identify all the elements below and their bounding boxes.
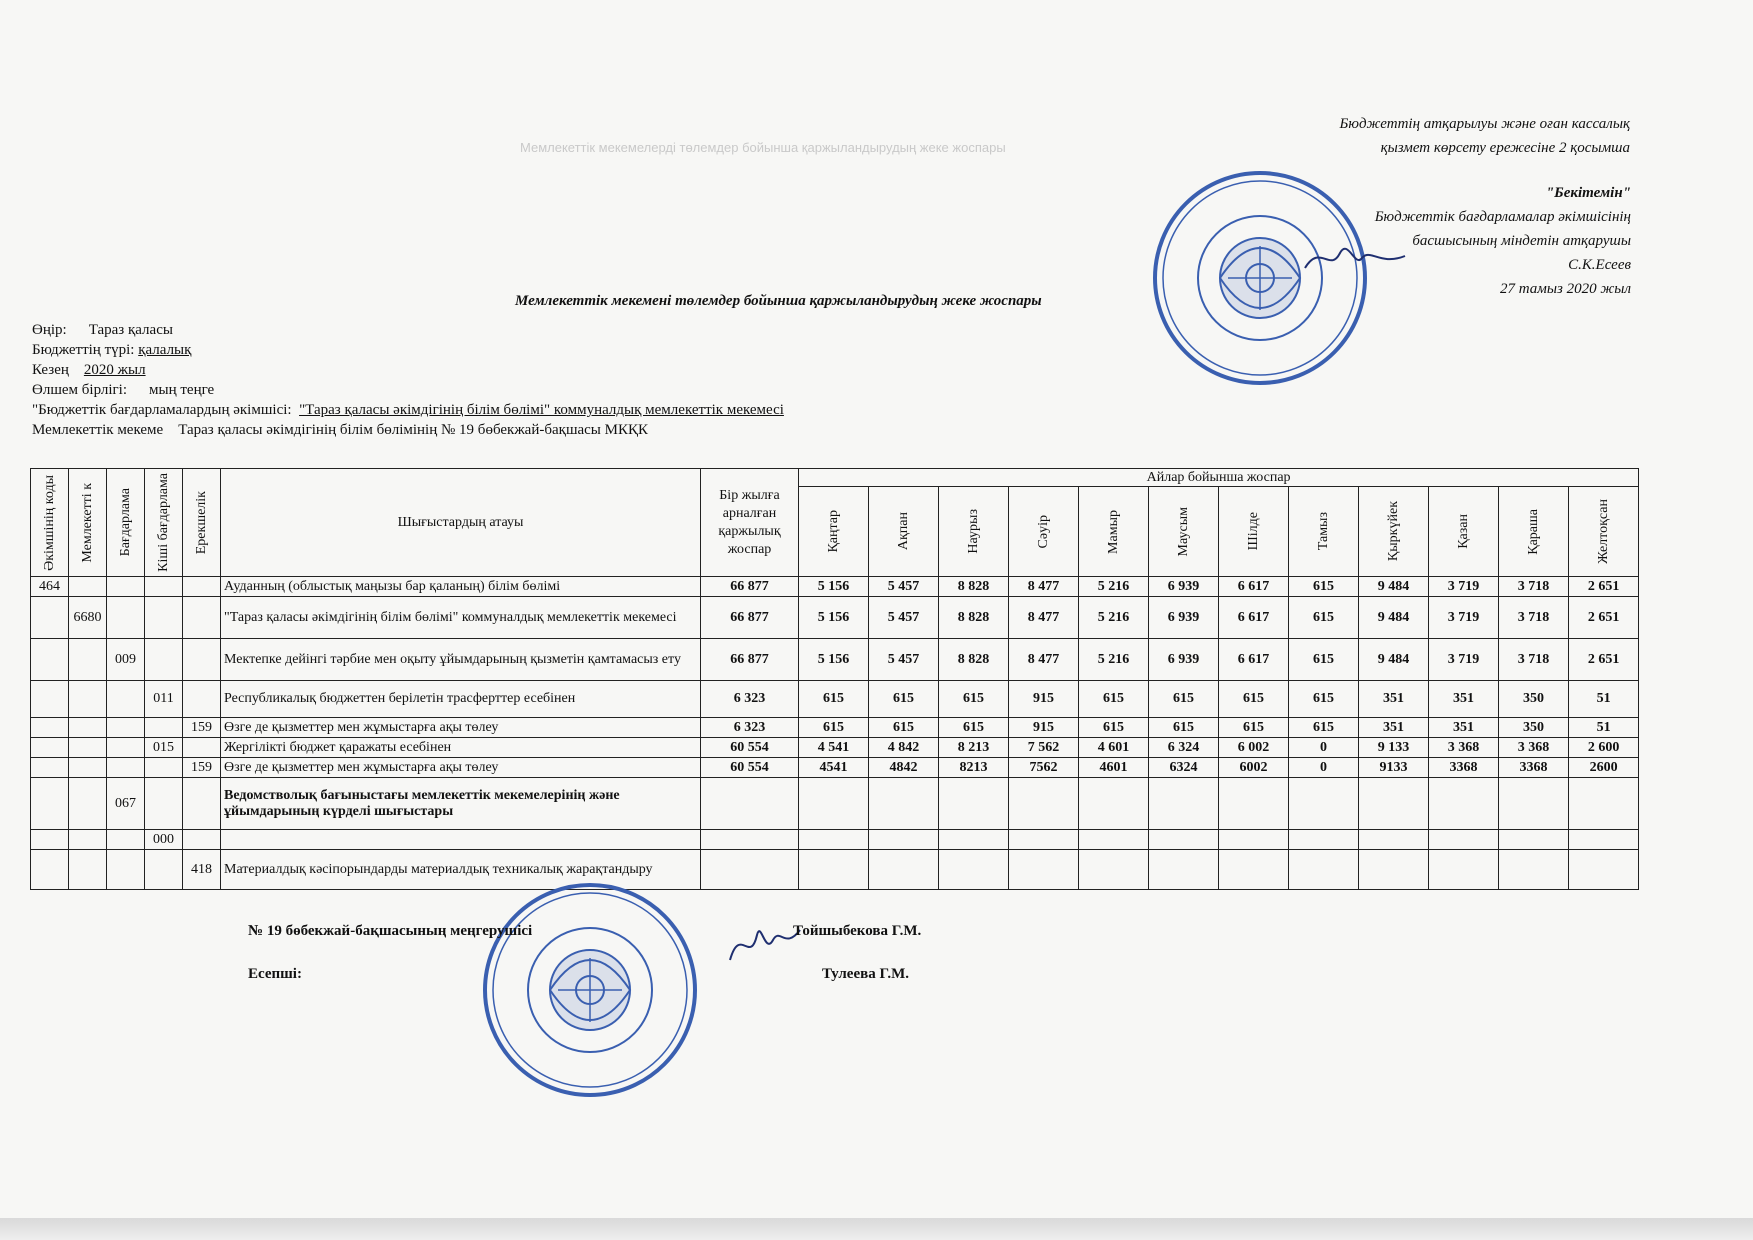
expense-name-cell: Өзге де қызметтер мен жұмыстарға ақы төлеу: [221, 718, 701, 738]
annual-plan-cell: 66 877: [701, 577, 799, 597]
bleed-through-text: Мемлекеттік мекемелерді төлемдер бойынша қаржыландырудың жеке жоспары: [520, 140, 1006, 155]
month-value-cell: [1429, 850, 1499, 890]
header-month: [869, 487, 939, 577]
month-value-cell: [1499, 830, 1569, 850]
header-state-text: Мемлекетті к: [79, 482, 95, 563]
month-value-cell: 351: [1429, 718, 1499, 738]
expense-name-cell: Өзге де қызметтер мен жұмыстарға ақы төлеу: [221, 758, 701, 778]
month-value-cell: 3 718: [1499, 639, 1569, 681]
code-cell: [183, 681, 221, 718]
month-value-cell: 2600: [1569, 758, 1639, 778]
expense-name-cell: Ауданның (облыстық маңызы бар қаланың) білім бөлімі: [221, 577, 701, 597]
code-cell: [107, 597, 145, 639]
month-value-cell: 6324: [1149, 758, 1219, 778]
appendix-line-2: қызмет көрсету ережесіне 2 қосымша: [1380, 140, 1630, 156]
month-value-cell: [1359, 830, 1429, 850]
header-specifics: [183, 469, 221, 577]
month-value-cell: 615: [939, 681, 1009, 718]
financing-plan-table: [30, 468, 1639, 890]
month-value-cell: [1569, 850, 1639, 890]
month-value-cell: 8 828: [939, 597, 1009, 639]
month-value-cell: 615: [939, 718, 1009, 738]
code-cell: [31, 778, 69, 830]
month-value-cell: 5 457: [869, 639, 939, 681]
code-cell: [107, 850, 145, 890]
header-specifics-text: Ерекшелік: [193, 490, 209, 555]
header-month: [799, 487, 869, 577]
institution-value: Тараз қаласы әкімдігінің білім бөлімінің № 19 бөбекжай-бақшасы МКҚК: [178, 422, 648, 438]
approval-block: [1375, 181, 1631, 301]
month-value-cell: [1149, 830, 1219, 850]
month-value-cell: 51: [1569, 718, 1639, 738]
month-value-cell: 615: [1079, 681, 1149, 718]
month-value-cell: 8 477: [1009, 577, 1079, 597]
admin-label: "Бюджеттік бағдарламалардың әкімшісі:: [32, 402, 292, 418]
region-label: Өңір:: [32, 322, 67, 338]
header-month-text: Сәуір: [1035, 514, 1051, 549]
month-value-cell: 4 842: [869, 738, 939, 758]
approval-heading: "Бекітемін": [1545, 185, 1631, 201]
header-month: [1149, 487, 1219, 577]
month-value-cell: 615: [1219, 718, 1289, 738]
table-row: [31, 830, 1639, 850]
month-value-cell: 3 719: [1429, 577, 1499, 597]
table-row: [31, 738, 1639, 758]
expense-name-cell: Материалдық кәсіпорындарды материалдық техникалық жарақтандыру: [221, 850, 701, 890]
table-row: [31, 597, 1639, 639]
month-value-cell: 915: [1009, 718, 1079, 738]
code-cell: 000: [145, 830, 183, 850]
document-meta: [32, 320, 784, 440]
month-value-cell: [869, 830, 939, 850]
month-value-cell: 2 651: [1569, 597, 1639, 639]
month-value-cell: 3 719: [1429, 597, 1499, 639]
header-monthly-plan: Айлар бойынша жоспар: [799, 469, 1639, 487]
header-annual-plan: Бір жылға арналған қаржылық жоспар: [701, 469, 799, 577]
header-month-text: Желтоқсан: [1595, 499, 1611, 564]
month-value-cell: [939, 850, 1009, 890]
code-cell: 009: [107, 639, 145, 681]
month-value-cell: 7 562: [1009, 738, 1079, 758]
month-value-cell: 350: [1499, 718, 1569, 738]
month-value-cell: 3 718: [1499, 597, 1569, 639]
header-admin-code: [31, 469, 69, 577]
code-cell: 015: [145, 738, 183, 758]
month-value-cell: [1289, 778, 1359, 830]
month-value-cell: [869, 778, 939, 830]
month-value-cell: 9 484: [1359, 597, 1429, 639]
table-row: [31, 577, 1639, 597]
month-value-cell: 0: [1289, 758, 1359, 778]
annual-plan-cell: 60 554: [701, 758, 799, 778]
table-row: [31, 639, 1639, 681]
code-cell: [107, 830, 145, 850]
month-value-cell: 8 213: [939, 738, 1009, 758]
code-cell: [145, 639, 183, 681]
table-row: [31, 758, 1639, 778]
month-value-cell: [869, 850, 939, 890]
header-month-text: Қазан: [1455, 514, 1471, 549]
code-cell: 011: [145, 681, 183, 718]
month-value-cell: 8 828: [939, 577, 1009, 597]
code-cell: [69, 639, 107, 681]
month-value-cell: [799, 778, 869, 830]
month-value-cell: [1429, 830, 1499, 850]
month-value-cell: [939, 830, 1009, 850]
month-value-cell: 2 651: [1569, 639, 1639, 681]
month-value-cell: [1009, 778, 1079, 830]
month-value-cell: 7562: [1009, 758, 1079, 778]
code-cell: [31, 830, 69, 850]
admin-value: "Тараз қаласы әкімдігінің білім бөлімі" коммуналдық мемлекеттік мекемесі: [299, 402, 784, 418]
code-cell: [31, 738, 69, 758]
period-value: 2020 жыл: [83, 362, 146, 378]
approver-name: С.К.Есеев: [1568, 257, 1631, 273]
month-value-cell: 6 002: [1219, 738, 1289, 758]
approval-date: 27 тамыз 2020 жыл: [1499, 281, 1631, 297]
month-value-cell: 5 457: [869, 577, 939, 597]
month-value-cell: 615: [1219, 681, 1289, 718]
month-value-cell: [1499, 850, 1569, 890]
approval-signature: [1300, 238, 1410, 278]
header-month-text: Шілде: [1245, 512, 1261, 551]
code-cell: 464: [31, 577, 69, 597]
period-label: Кезең: [32, 362, 69, 378]
header-month: [1569, 487, 1639, 577]
code-cell: [69, 577, 107, 597]
month-value-cell: 6 617: [1219, 639, 1289, 681]
month-value-cell: 3 368: [1429, 738, 1499, 758]
month-value-cell: 3 718: [1499, 577, 1569, 597]
month-value-cell: 5 156: [799, 639, 869, 681]
header-month-text: Қаңтар: [825, 510, 841, 553]
code-cell: [183, 830, 221, 850]
month-value-cell: 6 617: [1219, 597, 1289, 639]
code-cell: [69, 778, 107, 830]
expense-name-cell: Республикалық бюджеттен берілетін трасферттер есебінен: [221, 681, 701, 718]
code-cell: [107, 577, 145, 597]
code-cell: [145, 597, 183, 639]
month-value-cell: 8213: [939, 758, 1009, 778]
accountant-name: Тулеева Г.М.: [822, 966, 909, 982]
header-subprogram-text: Кіші бағдарлама: [155, 473, 171, 572]
code-cell: [107, 738, 145, 758]
table-row: [31, 850, 1639, 890]
code-cell: [69, 758, 107, 778]
month-value-cell: [1219, 778, 1289, 830]
month-value-cell: 3 719: [1429, 639, 1499, 681]
header-month-text: Наурыз: [965, 509, 981, 554]
month-value-cell: 8 828: [939, 639, 1009, 681]
appendix-note: [1340, 112, 1630, 160]
month-value-cell: 9 484: [1359, 577, 1429, 597]
expense-name-cell: Мектепке дейінгі тәрбие мен оқыту ұйымдарының қызметін қамтамасыз ету: [221, 639, 701, 681]
month-value-cell: 615: [1289, 597, 1359, 639]
code-cell: [107, 718, 145, 738]
annual-plan-cell: 6 323: [701, 681, 799, 718]
month-value-cell: 350: [1499, 681, 1569, 718]
header-month: [1359, 487, 1429, 577]
header-month: [1499, 487, 1569, 577]
month-value-cell: 5 216: [1079, 577, 1149, 597]
code-cell: [31, 850, 69, 890]
code-cell: [183, 738, 221, 758]
code-cell: 159: [183, 758, 221, 778]
budget-type-value: қалалық: [138, 342, 192, 358]
unit-label: Өлшем бірлігі:: [32, 382, 128, 398]
annual-plan-cell: 6 323: [701, 718, 799, 738]
header-month-text: Маусым: [1175, 506, 1191, 557]
month-value-cell: [1569, 830, 1639, 850]
month-value-cell: 6 939: [1149, 597, 1219, 639]
month-value-cell: 8 477: [1009, 597, 1079, 639]
month-value-cell: [1429, 778, 1499, 830]
annual-plan-cell: 60 554: [701, 738, 799, 758]
month-value-cell: 6 617: [1219, 577, 1289, 597]
month-value-cell: 615: [799, 718, 869, 738]
code-cell: [183, 577, 221, 597]
header-month: [1219, 487, 1289, 577]
month-value-cell: 615: [1149, 718, 1219, 738]
month-value-cell: [1359, 850, 1429, 890]
month-value-cell: 615: [1289, 681, 1359, 718]
code-cell: 6680: [69, 597, 107, 639]
month-value-cell: 3 368: [1499, 738, 1569, 758]
header-month-text: Қыркүйек: [1385, 501, 1401, 562]
month-value-cell: 0: [1289, 738, 1359, 758]
month-value-cell: 615: [1289, 577, 1359, 597]
month-value-cell: 615: [799, 681, 869, 718]
header-month: [1289, 487, 1359, 577]
approval-line-2: басшысының міндетін атқарушы: [1412, 233, 1631, 249]
code-cell: [69, 850, 107, 890]
month-value-cell: 4 541: [799, 738, 869, 758]
month-value-cell: 3368: [1429, 758, 1499, 778]
annual-plan-cell: [701, 778, 799, 830]
header-month: [1009, 487, 1079, 577]
header-program: [107, 469, 145, 577]
header-month-text: Тамыз: [1315, 512, 1331, 551]
month-value-cell: 9133: [1359, 758, 1429, 778]
annual-plan-cell: [701, 830, 799, 850]
month-value-cell: [1289, 850, 1359, 890]
code-cell: 067: [107, 778, 145, 830]
month-value-cell: 9 133: [1359, 738, 1429, 758]
code-cell: 159: [183, 718, 221, 738]
month-value-cell: 615: [1289, 639, 1359, 681]
region-value: Тараз қаласы: [88, 322, 173, 338]
approval-stamp: [1150, 168, 1370, 388]
month-value-cell: 2 600: [1569, 738, 1639, 758]
month-value-cell: 5 156: [799, 577, 869, 597]
header-month: [1429, 487, 1499, 577]
head-label: № 19 бөбекжай-бақшасының меңгерушісі: [248, 923, 533, 939]
annual-plan-cell: 66 877: [701, 639, 799, 681]
month-value-cell: 615: [869, 681, 939, 718]
code-cell: [31, 758, 69, 778]
month-value-cell: 6 939: [1149, 577, 1219, 597]
header-month: [1079, 487, 1149, 577]
expense-name-cell: Ведомстволық бағыныстағы мемлекеттік мекемелерінің және ұйымдарының күрделі шығыстары: [221, 778, 701, 830]
code-cell: [31, 597, 69, 639]
expense-name-cell: Жергілікті бюджет қаражаты есебінен: [221, 738, 701, 758]
month-value-cell: 351: [1429, 681, 1499, 718]
header-month-text: Ақпан: [895, 512, 911, 551]
code-cell: [183, 597, 221, 639]
month-value-cell: 6 939: [1149, 639, 1219, 681]
month-value-cell: [1219, 830, 1289, 850]
budget-type-label: Бюджеттің түрі:: [32, 342, 135, 358]
month-value-cell: 615: [1079, 718, 1149, 738]
month-value-cell: [1079, 850, 1149, 890]
appendix-line-1: Бюджеттің атқарылуы және оған кассалық: [1339, 116, 1630, 132]
month-value-cell: [1079, 830, 1149, 850]
month-value-cell: 615: [869, 718, 939, 738]
header-program-text: Бағдарлама: [117, 488, 133, 557]
institution-stamp: [480, 880, 700, 1100]
table-row: [31, 681, 1639, 718]
annual-plan-cell: 66 877: [701, 597, 799, 639]
code-cell: [31, 718, 69, 738]
code-cell: [183, 778, 221, 830]
month-value-cell: [799, 850, 869, 890]
code-cell: [145, 718, 183, 738]
month-value-cell: 351: [1359, 718, 1429, 738]
header-month: [939, 487, 1009, 577]
month-value-cell: 4601: [1079, 758, 1149, 778]
code-cell: [69, 681, 107, 718]
header-month-text: Қараша: [1525, 508, 1541, 555]
code-cell: [107, 758, 145, 778]
month-value-cell: [1079, 778, 1149, 830]
month-value-cell: [1499, 778, 1569, 830]
document-title: Мемлекеттік мекемені төлемдер бойынша қаржыландырудың жеке жоспары: [515, 293, 1042, 309]
month-value-cell: [1219, 850, 1289, 890]
month-value-cell: [799, 830, 869, 850]
month-value-cell: [1289, 830, 1359, 850]
code-cell: [31, 639, 69, 681]
month-value-cell: 4541: [799, 758, 869, 778]
month-value-cell: 9 484: [1359, 639, 1429, 681]
month-value-cell: 6 324: [1149, 738, 1219, 758]
code-cell: [145, 850, 183, 890]
code-cell: [145, 778, 183, 830]
month-value-cell: [939, 778, 1009, 830]
approval-line-1: Бюджеттік бағдарламалар әкімшісінің: [1374, 209, 1631, 225]
code-cell: [107, 681, 145, 718]
month-value-cell: [1149, 850, 1219, 890]
month-value-cell: [1009, 830, 1079, 850]
header-month-text: Мамыр: [1105, 509, 1121, 554]
code-cell: [145, 577, 183, 597]
code-cell: [145, 758, 183, 778]
scan-edge: [0, 1218, 1753, 1240]
table-row: [31, 778, 1639, 830]
month-value-cell: 915: [1009, 681, 1079, 718]
head-name: Тойшыбекова Г.М.: [793, 923, 922, 939]
month-value-cell: 4 601: [1079, 738, 1149, 758]
month-value-cell: 351: [1359, 681, 1429, 718]
unit-value: мың теңге: [149, 382, 215, 398]
month-value-cell: [1569, 778, 1639, 830]
table-row: [31, 718, 1639, 738]
header-state: [69, 469, 107, 577]
month-value-cell: 8 477: [1009, 639, 1079, 681]
month-value-cell: 4842: [869, 758, 939, 778]
code-cell: [31, 681, 69, 718]
month-value-cell: 5 216: [1079, 639, 1149, 681]
month-value-cell: 3368: [1499, 758, 1569, 778]
code-cell: [183, 639, 221, 681]
month-value-cell: 5 457: [869, 597, 939, 639]
code-cell: [69, 830, 107, 850]
expense-name-cell: [221, 830, 701, 850]
month-value-cell: [1359, 778, 1429, 830]
header-subprogram: [145, 469, 183, 577]
header-expense-name: Шығыстардың атауы: [221, 469, 701, 577]
month-value-cell: 5 216: [1079, 597, 1149, 639]
accountant-label: Есепші:: [248, 966, 302, 982]
month-value-cell: [1149, 778, 1219, 830]
month-value-cell: 5 156: [799, 597, 869, 639]
code-cell: [69, 738, 107, 758]
institution-label: Мемлекеттік мекеме: [32, 422, 164, 438]
expense-name-cell: "Тараз қаласы әкімдігінің білім бөлімі" коммуналдық мемлекеттік мекемесі: [221, 597, 701, 639]
month-value-cell: 6002: [1219, 758, 1289, 778]
annual-plan-cell: [701, 850, 799, 890]
code-cell: [69, 718, 107, 738]
month-value-cell: 51: [1569, 681, 1639, 718]
code-cell: 418: [183, 850, 221, 890]
month-value-cell: 2 651: [1569, 577, 1639, 597]
month-value-cell: 615: [1149, 681, 1219, 718]
month-value-cell: 615: [1289, 718, 1359, 738]
header-admin-code-text: Әкімшінің коды: [41, 474, 57, 571]
month-value-cell: [1009, 850, 1079, 890]
